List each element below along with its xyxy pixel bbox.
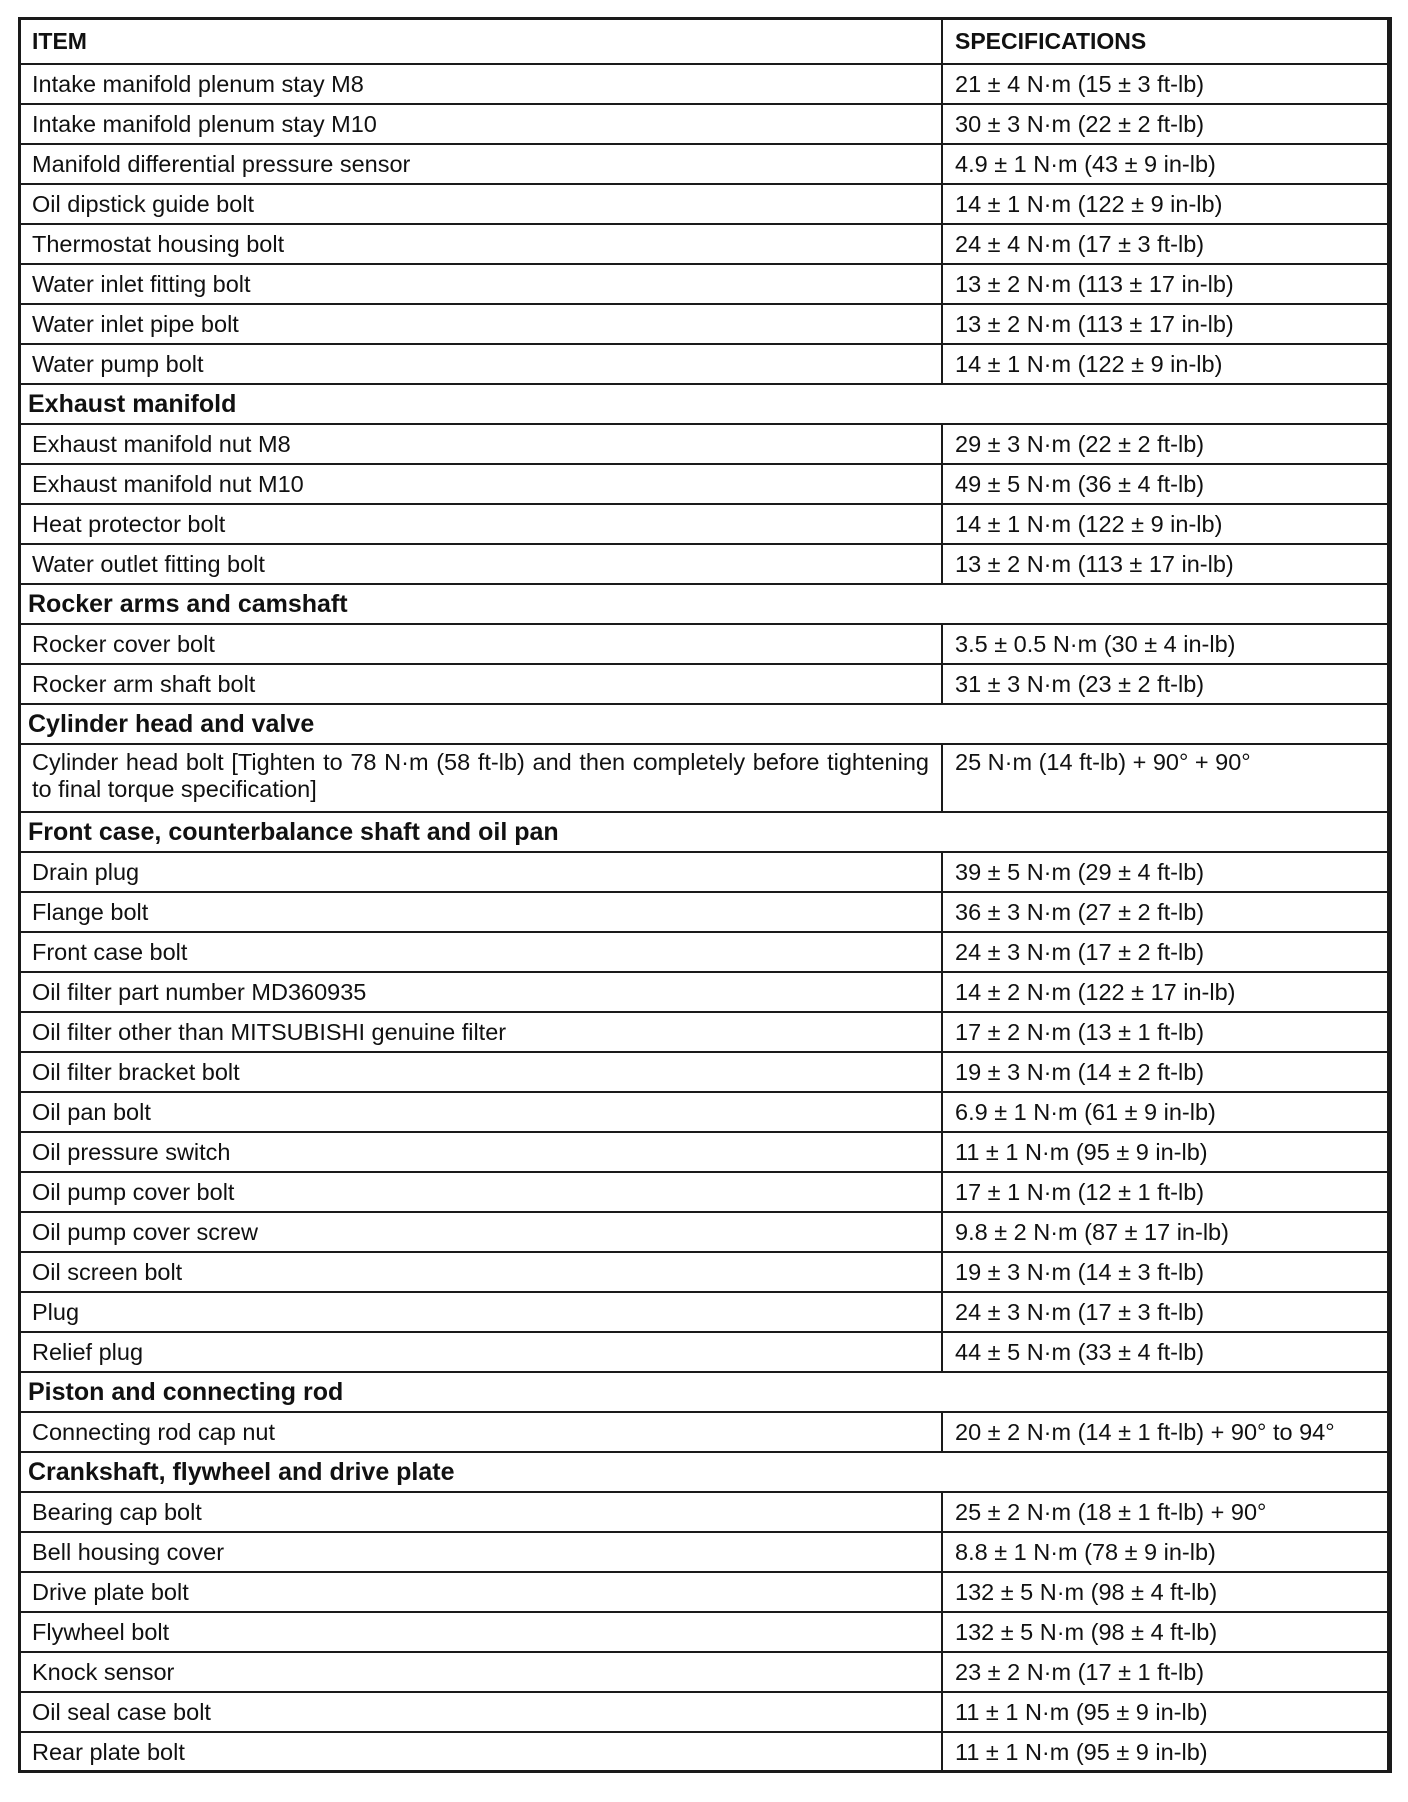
table-row (19, 1092, 1391, 1132)
item-cell: Oil pressure switch (19, 1132, 942, 1172)
item-cell: Oil filter other than MITSUBISHI genuine filter (19, 1012, 942, 1052)
item-cell: Oil screen bolt (19, 1252, 942, 1292)
item-cell: Intake manifold plenum stay M8 (19, 64, 942, 104)
item-cell: Flywheel bolt (19, 1612, 942, 1652)
section-title: Exhaust manifold (19, 384, 1391, 424)
specification-cell: 21 ± 4 N·m (15 ± 3 ft-lb) (942, 64, 1391, 104)
torque-spec-table (18, 17, 1392, 1773)
specification-cell: 44 ± 5 N·m (33 ± 4 ft-lb) (942, 1332, 1391, 1372)
item-cell: Knock sensor (19, 1652, 942, 1692)
specification-cell: 3.5 ± 0.5 N·m (30 ± 4 in-lb) (942, 624, 1391, 664)
item-cell: Bell housing cover (19, 1532, 942, 1572)
item-cell: Rocker cover bolt (19, 624, 942, 664)
section-header-row (19, 1372, 1391, 1412)
specification-cell: 13 ± 2 N·m (113 ± 17 in-lb) (942, 544, 1391, 584)
table-header-row (19, 18, 1391, 64)
item-cell: Oil filter bracket bolt (19, 1052, 942, 1092)
table-row (19, 1532, 1391, 1572)
table-row (19, 1732, 1391, 1772)
item-cell: Relief plug (19, 1332, 942, 1372)
item-cell: Water pump bolt (19, 344, 942, 384)
specification-cell: 19 ± 3 N·m (14 ± 3 ft-lb) (942, 1252, 1391, 1292)
item-cell: Water outlet fitting bolt (19, 544, 942, 584)
specification-cell: 11 ± 1 N·m (95 ± 9 in-lb) (942, 1732, 1391, 1772)
specification-cell: 20 ± 2 N·m (14 ± 1 ft-lb) + 90° to 94° (942, 1412, 1391, 1452)
table-row (19, 624, 1391, 664)
header-item: ITEM (19, 18, 942, 64)
table-row (19, 304, 1391, 344)
item-cell: Oil dipstick guide bolt (19, 184, 942, 224)
item-cell: Oil pan bolt (19, 1092, 942, 1132)
table-row (19, 344, 1391, 384)
table-row (19, 1572, 1391, 1612)
specification-cell: 132 ± 5 N·m (98 ± 4 ft-lb) (942, 1612, 1391, 1652)
section-title: Front case, counterbalance shaft and oil pan (19, 812, 1391, 852)
specification-cell: 17 ± 1 N·m (12 ± 1 ft-lb) (942, 1172, 1391, 1212)
specification-cell: 13 ± 2 N·m (113 ± 17 in-lb) (942, 304, 1391, 344)
item-cell: Plug (19, 1292, 942, 1332)
item-cell: Heat protector bolt (19, 504, 942, 544)
specification-cell: 14 ± 2 N·m (122 ± 17 in-lb) (942, 972, 1391, 1012)
item-cell: Rocker arm shaft bolt (19, 664, 942, 704)
table-row (19, 1692, 1391, 1732)
specification-cell: 9.8 ± 2 N·m (87 ± 17 in-lb) (942, 1212, 1391, 1252)
table-row (19, 64, 1391, 104)
table-row (19, 932, 1391, 972)
specification-cell: 24 ± 3 N·m (17 ± 2 ft-lb) (942, 932, 1391, 972)
table-body (19, 64, 1391, 1772)
item-cell: Thermostat housing bolt (19, 224, 942, 264)
specification-cell: 13 ± 2 N·m (113 ± 17 in-lb) (942, 264, 1391, 304)
spec-sheet (18, 17, 1390, 1773)
specification-cell: 25 N·m (14 ft-lb) + 90° + 90° (942, 744, 1391, 812)
table-row (19, 1492, 1391, 1532)
item-cell: Rear plate bolt (19, 1732, 942, 1772)
specification-cell: 29 ± 3 N·m (22 ± 2 ft-lb) (942, 424, 1391, 464)
table-row (19, 184, 1391, 224)
section-title: Cylinder head and valve (19, 704, 1391, 744)
header-specifications: SPECIFICATIONS (942, 18, 1391, 64)
table-row (19, 1052, 1391, 1092)
specification-cell: 19 ± 3 N·m (14 ± 2 ft-lb) (942, 1052, 1391, 1092)
specification-cell: 17 ± 2 N·m (13 ± 1 ft-lb) (942, 1012, 1391, 1052)
item-cell: Flange bolt (19, 892, 942, 932)
table-row (19, 1012, 1391, 1052)
specification-cell: 25 ± 2 N·m (18 ± 1 ft-lb) + 90° (942, 1492, 1391, 1532)
table-row (19, 1212, 1391, 1252)
table-row (19, 104, 1391, 144)
item-cell: Drive plate bolt (19, 1572, 942, 1612)
item-cell: Connecting rod cap nut (19, 1412, 942, 1452)
item-cell: Exhaust manifold nut M8 (19, 424, 942, 464)
table-row (19, 144, 1391, 184)
specification-cell: 36 ± 3 N·m (27 ± 2 ft-lb) (942, 892, 1391, 932)
item-cell: Bearing cap bolt (19, 1492, 942, 1532)
item-cell: Cylinder head bolt [Tighten to 78 N·m (58 ft-lb) and then completely before tightening to final torque specification] (19, 744, 942, 812)
item-cell: Intake manifold plenum stay M10 (19, 104, 942, 144)
section-title: Rocker arms and camshaft (19, 584, 1391, 624)
section-header-row (19, 1452, 1391, 1492)
table-row (19, 892, 1391, 932)
item-cell: Front case bolt (19, 932, 942, 972)
table-row (19, 224, 1391, 264)
table-row (19, 464, 1391, 504)
item-cell: Oil filter part number MD360935 (19, 972, 942, 1012)
table-row (19, 544, 1391, 584)
section-header-row (19, 584, 1391, 624)
specification-cell: 11 ± 1 N·m (95 ± 9 in-lb) (942, 1132, 1391, 1172)
specification-cell: 23 ± 2 N·m (17 ± 1 ft-lb) (942, 1652, 1391, 1692)
item-cell: Manifold differential pressure sensor (19, 144, 942, 184)
section-header-row (19, 704, 1391, 744)
specification-cell: 4.9 ± 1 N·m (43 ± 9 in-lb) (942, 144, 1391, 184)
item-cell: Oil pump cover bolt (19, 1172, 942, 1212)
specification-cell: 14 ± 1 N·m (122 ± 9 in-lb) (942, 504, 1391, 544)
table-row (19, 1292, 1391, 1332)
table-row (19, 1612, 1391, 1652)
table-row (19, 664, 1391, 704)
table-row (19, 744, 1391, 812)
table-row (19, 1332, 1391, 1372)
specification-cell: 49 ± 5 N·m (36 ± 4 ft-lb) (942, 464, 1391, 504)
item-cell: Oil pump cover screw (19, 1212, 942, 1252)
specification-cell: 8.8 ± 1 N·m (78 ± 9 in-lb) (942, 1532, 1391, 1572)
table-row (19, 1412, 1391, 1452)
item-cell: Exhaust manifold nut M10 (19, 464, 942, 504)
table-row (19, 1652, 1391, 1692)
table-row (19, 1132, 1391, 1172)
item-cell: Drain plug (19, 852, 942, 892)
specification-cell: 14 ± 1 N·m (122 ± 9 in-lb) (942, 184, 1391, 224)
section-title: Crankshaft, flywheel and drive plate (19, 1452, 1391, 1492)
specification-cell: 30 ± 3 N·m (22 ± 2 ft-lb) (942, 104, 1391, 144)
specification-cell: 14 ± 1 N·m (122 ± 9 in-lb) (942, 344, 1391, 384)
item-cell: Oil seal case bolt (19, 1692, 942, 1732)
section-header-row (19, 812, 1391, 852)
specification-cell: 11 ± 1 N·m (95 ± 9 in-lb) (942, 1692, 1391, 1732)
table-row (19, 1252, 1391, 1292)
specification-cell: 39 ± 5 N·m (29 ± 4 ft-lb) (942, 852, 1391, 892)
section-header-row (19, 384, 1391, 424)
table-row (19, 852, 1391, 892)
item-cell: Water inlet fitting bolt (19, 264, 942, 304)
section-title: Piston and connecting rod (19, 1372, 1391, 1412)
table-row (19, 424, 1391, 464)
table-row (19, 972, 1391, 1012)
specification-cell: 132 ± 5 N·m (98 ± 4 ft-lb) (942, 1572, 1391, 1612)
specification-cell: 31 ± 3 N·m (23 ± 2 ft-lb) (942, 664, 1391, 704)
specification-cell: 24 ± 4 N·m (17 ± 3 ft-lb) (942, 224, 1391, 264)
table-row (19, 264, 1391, 304)
table-row (19, 1172, 1391, 1212)
specification-cell: 24 ± 3 N·m (17 ± 3 ft-lb) (942, 1292, 1391, 1332)
specification-cell: 6.9 ± 1 N·m (61 ± 9 in-lb) (942, 1092, 1391, 1132)
table-row (19, 504, 1391, 544)
item-cell: Water inlet pipe bolt (19, 304, 942, 344)
